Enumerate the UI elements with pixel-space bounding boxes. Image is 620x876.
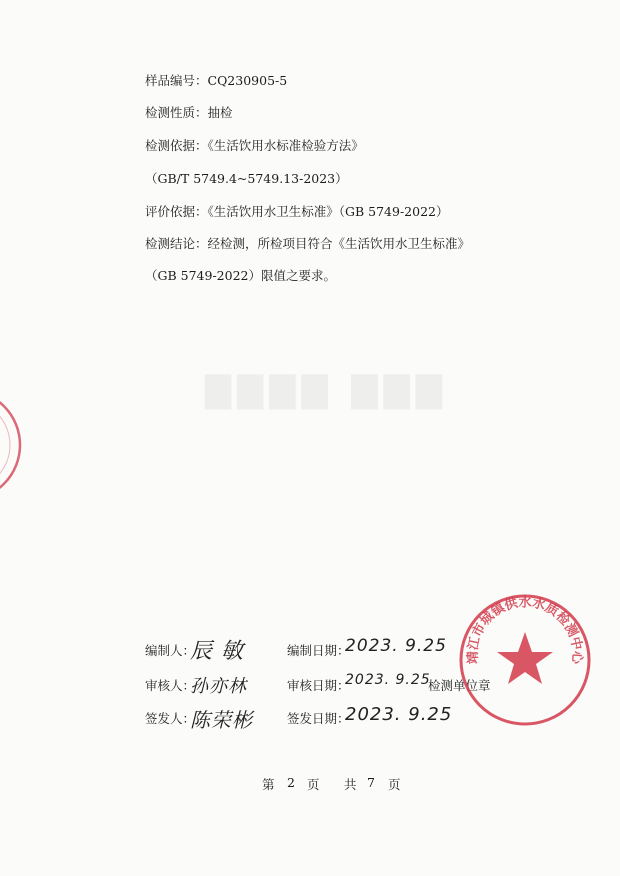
edge-seal-fragment [0,395,30,495]
reviewer-label: 审核人： [145,678,196,693]
issuer-signature: 陈荣彬 [190,708,253,732]
total-label: 共 [344,777,357,792]
svg-text:靖江市城镇供水水质检测中心: 靖江市城镇供水水质检测中心 [465,595,585,665]
test-nature: 检测性质：抽检 [145,105,233,120]
total-unit: 页 [388,777,401,792]
official-seal [455,590,595,730]
compiler-signature: 辰 敏 [190,639,244,664]
page-unit: 页 [307,777,320,792]
review-date: 2023. 9.25 [345,672,431,688]
issue-date: 2023. 9.25 [345,704,453,725]
issue-date-label: 签发日期： [287,711,350,726]
sample-number: 样品编号：CQ230905-5 [145,73,288,88]
test-basis: 检测依据：《生活饮用水标准检验方法》 [145,138,364,153]
compile-date-label: 编制日期： [287,643,350,658]
compile-date: 2023. 9.25 [345,636,447,656]
page-number: 2 [287,775,295,790]
reviewer-signature: 孙亦林 [190,676,247,697]
test-conclusion-continued: （GB 5749-2022）限值之要求。 [145,268,336,283]
test-basis-standard: （GB/T 5749.4~5749.13-2023） [145,171,348,186]
evaluation-basis: 评价依据：《生活饮用水卫生标准》（GB 5749-2022） [145,204,449,219]
issuer-label: 签发人： [145,711,196,726]
page-label: 第 [262,777,275,792]
review-date-label: 审核日期： [287,678,350,693]
bleed-through-mark: ▇▇▇▇ ▇▇▇ [205,370,448,410]
seal-star-icon [497,632,553,684]
test-conclusion: 检测结论：经检测，所检项目符合《生活饮用水卫生标准》 [145,236,471,251]
total-pages: 7 [367,775,375,790]
testing-unit-seal-label: 检测单位章 [428,678,491,693]
compiler-label: 编制人： [145,643,196,658]
